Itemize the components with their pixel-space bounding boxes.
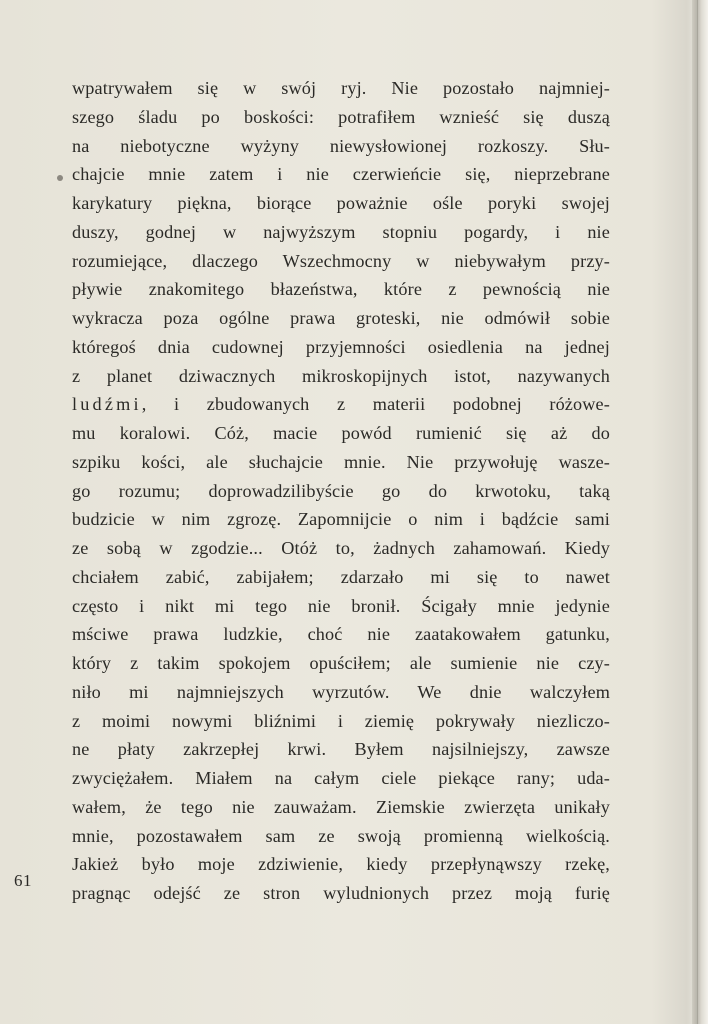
page-edge xyxy=(692,0,708,1024)
text-line: rozumiejące, dlaczego Wszechmocny w niebywałym przy- xyxy=(72,250,610,271)
text-line: pragnąc odejść ze stron wyludnionych przez moją furię xyxy=(72,883,610,903)
text-line: wpatrywałem się w swój ryj. Nie pozostało najmniej- xyxy=(72,78,610,98)
page-edge-line xyxy=(697,0,698,1024)
text-line: ne płaty zakrzepłej krwi. Byłem najsilniejszy, zawsze xyxy=(72,739,610,760)
margin-ink-mark xyxy=(57,175,63,181)
text-line: z moimi nowymi bliźnimi i ziemię pokrywały niezliczo- xyxy=(72,710,610,731)
text-line: go rozumu; doprowadzilibyście go do krwotoku, taką xyxy=(72,480,610,501)
text-line: Jakież było moje zdziwienie, kiedy przepłynąwszy rzekę, xyxy=(72,854,610,875)
text-line: często i nikt mi tego nie bronił. Ścigały mnie jedynie xyxy=(72,595,610,616)
text-line: zwyciężałem. Miałem na całym ciele piekące rany; uda- xyxy=(72,768,610,788)
text-line: mściwe prawa ludzkie, choć nie zaatakowałem gatunku, xyxy=(72,624,610,645)
text-line: na niebotyczne wyżyny niewysłowionej rozkoszy. Słu- xyxy=(72,135,610,156)
text-line: niło mi najmniejszych wyrzutów. We dnie walczyłem xyxy=(72,681,610,702)
text-line: budzicie w nim zgrozę. Zapomnijcie o nim i bądźcie sami xyxy=(72,509,610,530)
text-line: wałem, że tego nie zauważam. Ziemskie zwierzęta unikały xyxy=(72,796,610,817)
text-line: duszy, godnej w najwyższym stopniu pogardy, i nie xyxy=(72,221,610,242)
text-line: chajcie mnie zatem i nie czerwieńcie się, nieprzebrane xyxy=(72,164,610,185)
text-line: wykracza poza ogólne prawa groteski, nie odmówił sobie xyxy=(72,308,610,328)
text-line: któregoś dnia cudownej przyjemności osiedlenia na jednej xyxy=(72,336,610,357)
text-line: chciałem zabić, zabijałem; zdarzało mi się to nawet xyxy=(72,566,610,587)
text-line: mu koralowi. Cóż, macie powód rumienić się aż do xyxy=(72,423,610,443)
text-line: ze sobą w zgodzie... Otóż to, żadnych zahamowań. Kiedy xyxy=(72,538,610,558)
text-line: z planet dziwacznych mikroskopijnych istot, nazywanych xyxy=(72,365,610,386)
text-line: ludźmi, i zbudowanych z materii podobnej różowe- xyxy=(72,394,610,415)
text-line: karykatury piękna, biorące poważnie ośle poryki swojej xyxy=(72,193,610,213)
emphasized-word: ludźmi xyxy=(72,394,142,415)
text-line: pływie znakomitego błazeństwa, które z pewnością nie xyxy=(72,279,610,300)
text-line: mnie, pozostawałem sam ze swoją promienną wielkością. xyxy=(72,825,610,846)
text-line: który z takim spokojem opuściłem; ale sumienie nie czy- xyxy=(72,653,610,673)
body-text xyxy=(72,74,610,908)
text-line: szpiku kości, ale słuchajcie mnie. Nie przywołuję wasze- xyxy=(72,451,610,472)
text-line: szego śladu po boskości: potrafiłem wznieść się duszą xyxy=(72,106,610,127)
page-number: 61 xyxy=(14,871,32,890)
